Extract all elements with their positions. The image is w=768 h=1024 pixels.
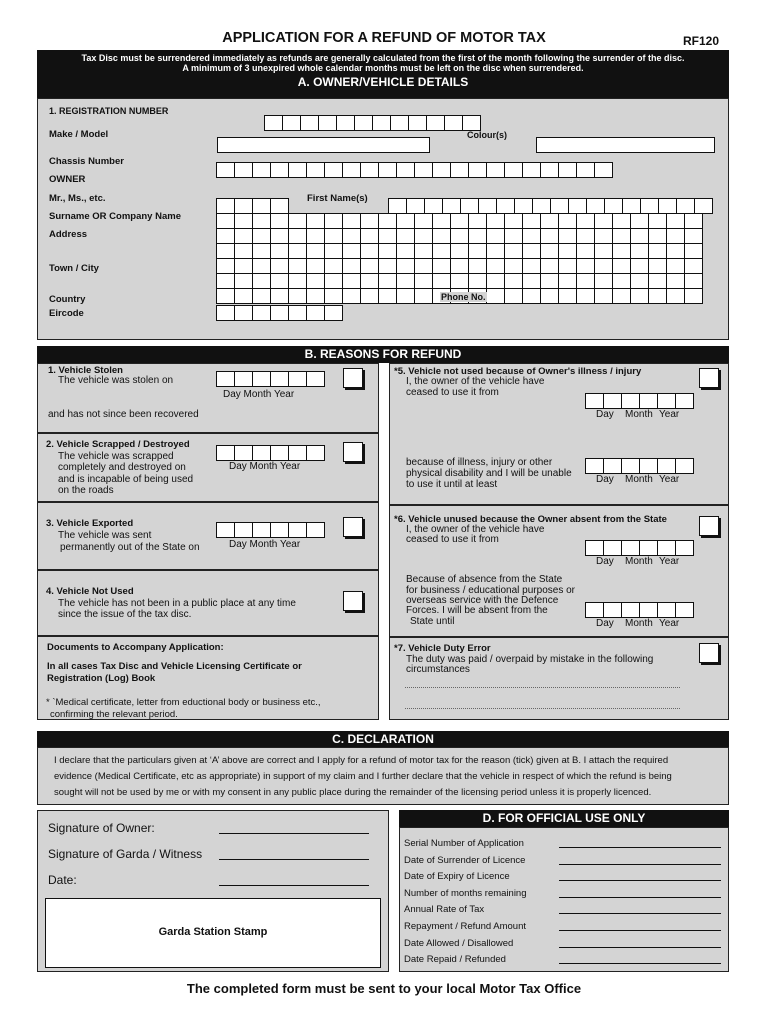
grid-cell[interactable] xyxy=(379,259,397,274)
reason-5-line-4: physical disability and I will be unable xyxy=(406,468,572,479)
address-grid-row[interactable] xyxy=(216,213,703,229)
grid-cell[interactable] xyxy=(433,259,451,274)
reason-7-title: *7. Vehicle Duty Error xyxy=(394,643,491,654)
grid-cell[interactable] xyxy=(685,229,703,244)
grid-cell[interactable] xyxy=(667,214,685,229)
reason-1-text-2: and has not since been recovered xyxy=(48,409,199,420)
grid-cell[interactable] xyxy=(325,229,343,244)
colour-label: Colour(s) xyxy=(467,130,507,140)
grid-cell[interactable] xyxy=(541,289,559,304)
reason-6-line-3: Because of absence from the State xyxy=(406,574,563,585)
grid-cell[interactable] xyxy=(595,229,613,244)
phone-label: Phone No. xyxy=(441,292,486,302)
reason-1-text: The vehicle was stolen on xyxy=(58,375,174,386)
owner-signature-line[interactable] xyxy=(219,833,369,834)
grid-cell[interactable] xyxy=(433,244,451,259)
grid-cell[interactable] xyxy=(631,229,649,244)
address-label: Address xyxy=(49,229,88,240)
reason-2-dmy: Day Month Year xyxy=(229,461,301,472)
grid-cell[interactable] xyxy=(631,244,649,259)
owner-label: OWNER xyxy=(49,174,86,185)
grid-cell[interactable] xyxy=(541,214,559,229)
grid-cell[interactable] xyxy=(523,259,541,274)
reason-7-line-field-2[interactable] xyxy=(405,708,680,709)
reason-2-line-2: completely and destroyed on xyxy=(58,462,186,473)
grid-cell[interactable] xyxy=(613,259,631,274)
grid-cell[interactable] xyxy=(469,229,487,244)
grid-cell[interactable] xyxy=(397,259,415,274)
title-input[interactable] xyxy=(216,198,289,214)
reason-6-line-1: I, the owner of the vehicle have xyxy=(406,524,545,535)
grid-cell[interactable] xyxy=(559,259,577,274)
grid-cell[interactable] xyxy=(451,244,469,259)
reason-5-line-1: I, the owner of the vehicle have xyxy=(406,376,545,387)
grid-cell[interactable] xyxy=(685,289,703,304)
grid-cell[interactable] xyxy=(433,274,451,289)
documents-line-2: Registration (Log) Book xyxy=(47,673,156,684)
grid-cell[interactable] xyxy=(307,274,325,289)
reason-4-line-1: The vehicle has not been in a public place at any time xyxy=(58,598,296,609)
grid-cell[interactable] xyxy=(613,274,631,289)
reason-2-line-4: on the roads xyxy=(58,485,114,496)
grid-cell[interactable] xyxy=(379,274,397,289)
section-b-title: B. REASONS FOR REFUND xyxy=(37,346,729,363)
grid-cell[interactable] xyxy=(343,259,361,274)
grid-cell[interactable] xyxy=(271,244,289,259)
grid-cell[interactable] xyxy=(595,259,613,274)
grid-cell[interactable] xyxy=(469,244,487,259)
reason-5-day-2: Day xyxy=(596,474,614,485)
grid-cell[interactable] xyxy=(397,229,415,244)
reason-6-line-4: for business / educational purposes or xyxy=(406,585,575,596)
reason-5-date-from[interactable] xyxy=(585,393,694,409)
grid-cell[interactable] xyxy=(631,259,649,274)
grid-cell[interactable] xyxy=(487,214,505,229)
grid-cell[interactable] xyxy=(217,229,235,244)
colour-input[interactable] xyxy=(536,137,715,153)
grid-cell[interactable] xyxy=(649,214,667,229)
grid-cell[interactable] xyxy=(325,244,343,259)
notice-line-2: A minimum of 3 unexpired whole calendar months must be left on the disc when surrendered. xyxy=(182,63,584,73)
declaration-line-1: I declare that the particulars given at ‘A’ above are correct and I apply for a refund of motor tax for the reason (tick) given at B. I attach the required xyxy=(54,755,669,766)
reason-5-date-until[interactable] xyxy=(585,458,694,474)
grid-cell[interactable] xyxy=(559,289,577,304)
grid-cell[interactable] xyxy=(235,274,253,289)
first-name-input[interactable] xyxy=(388,198,713,214)
grid-cell[interactable] xyxy=(361,289,379,304)
address-grid[interactable] xyxy=(216,213,703,304)
grid-cell[interactable] xyxy=(379,289,397,304)
grid-cell[interactable] xyxy=(613,229,631,244)
reason-5-line-5: to use it until at least xyxy=(406,479,498,490)
grid-cell[interactable] xyxy=(667,289,685,304)
reason-6-title: *6. Vehicle unused because the Owner absent from the State xyxy=(394,514,667,525)
grid-cell[interactable] xyxy=(613,214,631,229)
reason-5-year-2: Year xyxy=(659,474,680,485)
grid-cell[interactable] xyxy=(253,229,271,244)
declaration-line-3: sought will not be used by me or with my consent in any public place during the remainder of the licensing period unless it is properly licenced. xyxy=(54,787,652,798)
grid-cell[interactable] xyxy=(289,244,307,259)
grid-cell[interactable] xyxy=(289,229,307,244)
grid-cell[interactable] xyxy=(559,214,577,229)
grid-cell[interactable] xyxy=(451,229,469,244)
grid-cell[interactable] xyxy=(217,214,235,229)
grid-cell[interactable] xyxy=(325,214,343,229)
grid-cell[interactable] xyxy=(577,259,595,274)
section-a-header xyxy=(37,50,729,98)
reason-1-title: 1. Vehicle Stolen xyxy=(48,365,123,376)
official-use-label: Annual Rate of Tax xyxy=(404,904,485,916)
chassis-label: Chassis Number xyxy=(49,156,124,167)
surname-label: Surname OR Company Name xyxy=(49,211,181,222)
grid-cell[interactable] xyxy=(667,244,685,259)
reason-1-dmy: Day Month Year xyxy=(223,389,295,400)
registration-label: 1. REGISTRATION NUMBER xyxy=(49,106,169,116)
grid-cell[interactable] xyxy=(289,259,307,274)
address-grid-row[interactable] xyxy=(216,244,703,259)
reason-3-checkbox[interactable] xyxy=(343,517,363,537)
reason-1-checkbox[interactable] xyxy=(343,368,363,388)
reason-6-month-2: Month xyxy=(625,618,653,629)
garda-signature-line[interactable] xyxy=(219,859,369,860)
grid-cell[interactable] xyxy=(541,244,559,259)
form-title: APPLICATION FOR A REFUND OF MOTOR TAX xyxy=(222,30,546,46)
grid-cell[interactable] xyxy=(235,289,253,304)
reason-4-checkbox[interactable] xyxy=(343,591,363,611)
grid-cell[interactable] xyxy=(541,229,559,244)
grid-cell[interactable] xyxy=(289,274,307,289)
grid-cell[interactable] xyxy=(325,274,343,289)
grid-cell[interactable] xyxy=(235,229,253,244)
grid-cell[interactable] xyxy=(451,274,469,289)
official-use-label: Date Allowed / Disallowed xyxy=(404,937,514,949)
grid-cell[interactable] xyxy=(217,244,235,259)
grid-cell[interactable] xyxy=(541,274,559,289)
reason-5-checkbox[interactable] xyxy=(699,368,719,388)
official-use-line[interactable] xyxy=(559,930,721,931)
official-use-line[interactable] xyxy=(559,913,721,914)
reason-4-title: 4. Vehicle Not Used xyxy=(46,586,134,597)
section-c-title: C. DECLARATION xyxy=(37,731,729,747)
grid-cell[interactable] xyxy=(631,274,649,289)
grid-cell[interactable] xyxy=(325,259,343,274)
grid-cell[interactable] xyxy=(253,289,271,304)
grid-cell[interactable] xyxy=(685,244,703,259)
country-label: Country xyxy=(49,294,86,305)
official-use-line[interactable] xyxy=(559,880,721,881)
reason-5-day: Day xyxy=(596,409,614,420)
grid-cell[interactable] xyxy=(271,229,289,244)
grid-cell[interactable] xyxy=(343,289,361,304)
make-model-label: Make / Model xyxy=(49,129,109,140)
reason-6-month: Month xyxy=(625,556,653,567)
official-use-line[interactable] xyxy=(559,897,721,898)
grid-cell[interactable] xyxy=(577,214,595,229)
reason-7-line-2: circumstances xyxy=(406,664,470,675)
grid-cell[interactable] xyxy=(379,214,397,229)
reason-5-month-2: Month xyxy=(625,474,653,485)
grid-cell[interactable] xyxy=(577,244,595,259)
reason-4-line-2: since the issue of the tax disc. xyxy=(58,609,192,620)
grid-cell[interactable] xyxy=(523,274,541,289)
first-name-label: First Name(s) xyxy=(307,193,368,204)
make-model-input[interactable] xyxy=(217,137,430,153)
grid-cell[interactable] xyxy=(325,289,343,304)
garda-stamp-box xyxy=(45,898,381,968)
form-code: RF120 xyxy=(683,34,720,48)
reason-3-dmy: Day Month Year xyxy=(229,539,301,550)
grid-cell[interactable] xyxy=(469,274,487,289)
grid-cell[interactable] xyxy=(685,259,703,274)
grid-cell[interactable] xyxy=(523,214,541,229)
grid-cell[interactable] xyxy=(289,214,307,229)
official-use-label: Number of months remaining xyxy=(404,887,527,899)
reason-5-line-3: because of illness, injury or other xyxy=(406,457,553,468)
town-label: Town / City xyxy=(49,263,99,274)
grid-cell[interactable] xyxy=(271,274,289,289)
documents-line-1: In all cases Tax Disc and Vehicle Licensing Certificate or xyxy=(47,661,302,672)
grid-cell[interactable] xyxy=(307,214,325,229)
documents-line-4: confirming the relevant period. xyxy=(50,709,178,720)
notice-line-1: Tax Disc must be surrendered immediately as refunds are generally calculated from the first of the month following the surrender of the disc. xyxy=(81,53,685,63)
grid-cell[interactable] xyxy=(613,289,631,304)
official-use-label: Serial Number of Application xyxy=(404,838,524,849)
address-grid-row[interactable] xyxy=(216,259,703,274)
grid-cell[interactable] xyxy=(397,244,415,259)
reason-6-line-5: overseas service with the Defence xyxy=(406,595,559,606)
grid-cell[interactable] xyxy=(685,214,703,229)
grid-cell[interactable] xyxy=(505,214,523,229)
title-label: Mr., Ms., etc. xyxy=(49,193,106,204)
reason-2-line-1: The vehicle was scrapped xyxy=(58,451,174,462)
documents-line-3: * `Medical certificate, letter from eductional body or business etc., xyxy=(46,697,321,708)
grid-cell[interactable] xyxy=(415,289,433,304)
grid-cell[interactable] xyxy=(559,274,577,289)
grid-cell[interactable] xyxy=(307,289,325,304)
grid-cell[interactable] xyxy=(397,214,415,229)
grid-cell[interactable] xyxy=(253,259,271,274)
grid-cell[interactable] xyxy=(577,289,595,304)
grid-cell[interactable] xyxy=(505,229,523,244)
reason-6-date-from[interactable] xyxy=(585,540,694,556)
reason-1-date[interactable] xyxy=(216,371,325,387)
reason-6-day-2: Day xyxy=(596,618,614,629)
registration-input[interactable] xyxy=(264,115,481,131)
grid-cell[interactable] xyxy=(559,244,577,259)
chassis-input[interactable] xyxy=(216,162,613,178)
grid-cell[interactable] xyxy=(253,214,271,229)
grid-cell[interactable] xyxy=(271,289,289,304)
date-line[interactable] xyxy=(219,885,369,886)
grid-cell[interactable] xyxy=(487,274,505,289)
official-use-label: Date of Surrender of Licence xyxy=(404,854,526,866)
owner-signature-label: Signature of Owner: xyxy=(48,821,155,835)
address-grid-row[interactable] xyxy=(216,229,703,244)
grid-cell[interactable] xyxy=(595,244,613,259)
reason-6-line-6: Forces. I will be absent from the xyxy=(406,605,548,616)
grid-cell[interactable] xyxy=(505,274,523,289)
grid-cell[interactable] xyxy=(343,229,361,244)
date-label: Date: xyxy=(48,873,77,887)
declaration-line-2: evidence (Medical Certificate, etc as appropriate) in support of my claim and I further declare that the vehicle in respect of which the refund is being xyxy=(54,771,672,782)
grid-cell[interactable] xyxy=(271,214,289,229)
section-a-title: A. OWNER/VEHICLE DETAILS xyxy=(297,75,469,89)
grid-cell[interactable] xyxy=(649,289,667,304)
reason-5-year: Year xyxy=(659,409,680,420)
grid-cell[interactable] xyxy=(595,214,613,229)
grid-cell[interactable] xyxy=(523,244,541,259)
official-use-line[interactable] xyxy=(559,864,721,865)
grid-cell[interactable] xyxy=(487,244,505,259)
grid-cell[interactable] xyxy=(667,274,685,289)
grid-cell[interactable] xyxy=(271,259,289,274)
reason-6-year-2: Year xyxy=(659,618,680,629)
reason-6-date-until[interactable] xyxy=(585,602,694,618)
grid-cell[interactable] xyxy=(487,289,505,304)
grid-cell[interactable] xyxy=(577,274,595,289)
section-d-title: D. FOR OFFICIAL USE ONLY xyxy=(399,810,729,827)
grid-cell[interactable] xyxy=(217,274,235,289)
grid-cell[interactable] xyxy=(289,289,307,304)
reason-3-date[interactable] xyxy=(216,522,325,538)
grid-cell[interactable] xyxy=(307,244,325,259)
reason-2-title: 2. Vehicle Scrapped / Destroyed xyxy=(46,439,190,450)
grid-cell[interactable] xyxy=(595,289,613,304)
grid-cell[interactable] xyxy=(253,244,271,259)
grid-cell[interactable] xyxy=(487,259,505,274)
grid-cell[interactable] xyxy=(415,244,433,259)
reason-3-title: 3. Vehicle Exported xyxy=(46,518,134,529)
garda-signature-label: Signature of Garda / Witness xyxy=(48,847,203,861)
reason-5-month: Month xyxy=(625,409,653,420)
grid-cell[interactable] xyxy=(505,244,523,259)
reason-2-checkbox[interactable] xyxy=(343,442,363,462)
reason-2-date[interactable] xyxy=(216,445,325,461)
grid-cell[interactable] xyxy=(595,274,613,289)
grid-cell[interactable] xyxy=(649,274,667,289)
grid-cell[interactable] xyxy=(415,274,433,289)
grid-cell[interactable] xyxy=(577,229,595,244)
grid-cell[interactable] xyxy=(235,214,253,229)
grid-cell[interactable] xyxy=(451,214,469,229)
grid-cell[interactable] xyxy=(505,289,523,304)
grid-cell[interactable] xyxy=(541,259,559,274)
reason-6-day: Day xyxy=(596,556,614,567)
grid-cell[interactable] xyxy=(361,259,379,274)
reason-2-line-3: and is incapable of being used xyxy=(58,474,194,485)
garda-stamp-label: Garda Station Stamp xyxy=(158,926,268,938)
grid-cell[interactable] xyxy=(343,214,361,229)
grid-cell[interactable] xyxy=(361,244,379,259)
grid-cell[interactable] xyxy=(667,259,685,274)
grid-cell[interactable] xyxy=(379,244,397,259)
grid-cell[interactable] xyxy=(613,244,631,259)
grid-cell[interactable] xyxy=(253,274,271,289)
official-use-label: Date Repaid / Refunded xyxy=(404,954,506,966)
grid-cell[interactable] xyxy=(415,214,433,229)
footer-note: The completed form must be sent to your local Motor Tax Office xyxy=(186,981,582,996)
eircode-label: Eircode xyxy=(49,308,84,319)
reason-6-line-7: State until xyxy=(410,616,455,627)
grid-cell[interactable] xyxy=(469,259,487,274)
grid-cell[interactable] xyxy=(487,229,505,244)
reason-6-year: Year xyxy=(659,556,680,567)
grid-cell[interactable] xyxy=(505,259,523,274)
reason-3-line-1: The vehicle was sent xyxy=(58,530,152,541)
grid-cell[interactable] xyxy=(469,214,487,229)
grid-cell[interactable] xyxy=(415,259,433,274)
grid-cell[interactable] xyxy=(361,214,379,229)
grid-cell[interactable] xyxy=(523,289,541,304)
grid-cell[interactable] xyxy=(631,289,649,304)
reason-6-checkbox[interactable] xyxy=(699,516,719,536)
reason-5-title: *5. Vehicle not used because of Owner's illness / injury xyxy=(394,366,642,377)
documents-title: Documents to Accompany Application: xyxy=(47,642,224,653)
grid-cell[interactable] xyxy=(649,244,667,259)
grid-cell[interactable] xyxy=(631,214,649,229)
grid-cell[interactable] xyxy=(685,274,703,289)
grid-cell[interactable] xyxy=(649,229,667,244)
grid-cell[interactable] xyxy=(649,259,667,274)
official-use-line[interactable] xyxy=(559,847,721,848)
grid-cell[interactable] xyxy=(667,229,685,244)
grid-cell[interactable] xyxy=(433,214,451,229)
official-use-line[interactable] xyxy=(559,963,721,964)
reason-7-line-1: The duty was paid / overpaid by mistake in the following xyxy=(406,654,654,665)
grid-cell[interactable] xyxy=(343,274,361,289)
reason-5-line-2: ceased to use it from xyxy=(406,387,499,398)
eircode-input[interactable] xyxy=(216,305,343,321)
grid-cell[interactable] xyxy=(343,244,361,259)
grid-cell[interactable] xyxy=(451,259,469,274)
grid-cell[interactable] xyxy=(235,259,253,274)
grid-cell[interactable] xyxy=(217,259,235,274)
grid-cell[interactable] xyxy=(397,289,415,304)
reason-7-line-field-1[interactable] xyxy=(405,687,680,688)
grid-cell[interactable] xyxy=(361,274,379,289)
grid-cell[interactable] xyxy=(307,229,325,244)
official-use-line[interactable] xyxy=(559,947,721,948)
official-use-label: Date of Expiry of Licence xyxy=(404,871,510,883)
grid-cell[interactable] xyxy=(415,229,433,244)
grid-cell[interactable] xyxy=(433,229,451,244)
address-grid-row[interactable] xyxy=(216,274,703,289)
grid-cell[interactable] xyxy=(235,244,253,259)
reason-7-checkbox[interactable] xyxy=(699,643,719,663)
grid-cell[interactable] xyxy=(523,229,541,244)
official-use-label: Repayment / Refund Amount xyxy=(404,921,526,932)
grid-cell[interactable] xyxy=(559,229,577,244)
grid-cell[interactable] xyxy=(217,289,235,304)
reason-6-line-2: ceased to use it from xyxy=(406,534,499,545)
grid-cell[interactable] xyxy=(361,229,379,244)
grid-cell[interactable] xyxy=(307,259,325,274)
grid-cell[interactable] xyxy=(379,229,397,244)
reason-3-line-2: permanently out of the State on xyxy=(60,542,200,553)
grid-cell[interactable] xyxy=(397,274,415,289)
